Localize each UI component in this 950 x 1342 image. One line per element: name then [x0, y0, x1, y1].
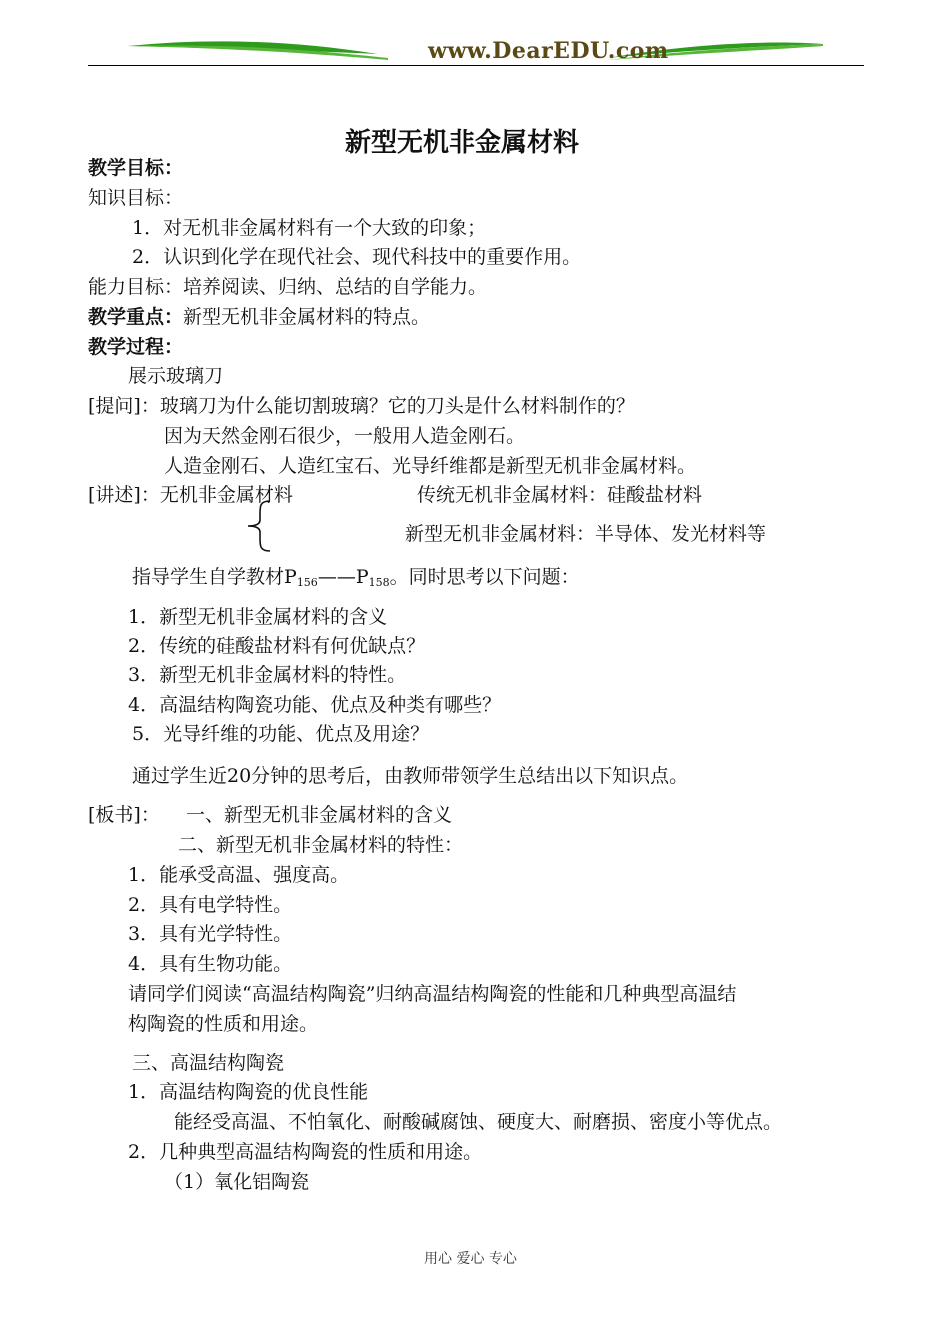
ask-line: [提问]：玻璃刀为什么能切割玻璃？它的刀头是什么材料制作的？ — [88, 395, 635, 417]
property-2: 2．具有电学特性。 — [128, 894, 293, 916]
show-line: 展示玻璃刀 — [128, 365, 224, 387]
guide-page-start: P — [284, 566, 297, 588]
board-item-1: 一、新型无机非金属材料的含义 — [186, 804, 453, 826]
key-point-label: 教学重点： — [88, 306, 184, 328]
guide-line — [132, 565, 580, 592]
guide-page-end: P — [355, 566, 369, 588]
header-rule — [88, 65, 864, 66]
question-2: 2．传统的硅酸盐材料有何优缺点？ — [128, 635, 426, 657]
property-1: 1．能承受高温、强度高。 — [128, 864, 350, 886]
answer-line-2: 人造金刚石、人造红宝石、光导纤维都是新型无机非金属材料。 — [164, 455, 697, 477]
guide-prefix: 指导学生自学教材 — [132, 566, 285, 588]
lecture-branch-2: 新型无机非金属材料：半导体、发光材料等 — [405, 523, 767, 545]
guide-page-end-num: 158 — [368, 576, 390, 589]
goals-heading: 教学目标： — [88, 157, 184, 179]
knowledge-item-1: 1．对无机非金属材料有一个大致的印象； — [132, 217, 487, 239]
lecture-label: [讲述]：无机非金属材料 — [88, 484, 293, 506]
property-4: 4．具有生物功能。 — [128, 953, 293, 975]
ability-goal: 能力目标：培养阅读、归纳、总结的自学能力。 — [88, 276, 488, 298]
question-5: 5．光导纤维的功能、优点及用途？ — [132, 723, 430, 745]
section-3-item-2-1: （1）氧化铝陶瓷 — [164, 1171, 310, 1193]
left-brace-icon — [244, 500, 274, 552]
section-3-item-2: 2．几种典型高温结构陶瓷的性质和用途。 — [128, 1141, 483, 1163]
property-3: 3．具有光学特性。 — [128, 923, 293, 945]
knowledge-item-2: 2．认识到化学在现代社会、现代科技中的重要作用。 — [132, 246, 582, 268]
board-label: [板书]： — [88, 804, 160, 826]
page-title: 新型无机非金属材料 — [345, 128, 580, 158]
reading-instruction-line-2: 构陶瓷的性质和用途。 — [128, 1013, 319, 1035]
guide-page-start-num: 156 — [296, 576, 318, 589]
guide-dash: —— — [317, 566, 356, 588]
guide-suffix: 。同时思考以下问题： — [389, 566, 580, 588]
board-item-2: 二、新型无机非金属材料的特性： — [178, 834, 464, 856]
question-1: 1．新型无机非金属材料的含义 — [128, 606, 388, 628]
lecture-branch-1: 传统无机非金属材料：硅酸盐材料 — [417, 484, 703, 506]
section-3-item-1: 1．高温结构陶瓷的优良性能 — [128, 1081, 369, 1103]
footer-motto: 用心 爱心 专心 — [424, 1251, 517, 1267]
site-logo — [88, 32, 864, 72]
knowledge-label: 知识目标： — [88, 187, 184, 209]
key-point-text: 新型无机非金属材料的特点。 — [183, 306, 431, 328]
reading-instruction-line-1: 请同学们阅读“高温结构陶瓷”归纳高温结构陶瓷的性能和几种典型高温结 — [128, 983, 737, 1005]
summary-line: 通过学生近20分钟的思考后，由教师带领学生总结出以下知识点。 — [132, 765, 689, 787]
question-3: 3．新型无机非金属材料的特性。 — [128, 664, 407, 686]
question-4: 4．高温结构陶瓷功能、优点及种类有哪些？ — [128, 694, 502, 716]
answer-line-1: 因为天然金刚石很少，一般用人造金刚石。 — [164, 425, 526, 447]
key-point-line — [88, 305, 430, 329]
section-3-item-1-text: 能经受高温、不怕氧化、耐酸碱腐蚀、硬度大、耐磨损、密度小等优点。 — [174, 1111, 783, 1133]
section-3-heading: 三、高温结构陶瓷 — [132, 1052, 285, 1074]
process-heading: 教学过程： — [88, 336, 184, 358]
logo-text: www.DearEDU.com — [428, 38, 669, 64]
